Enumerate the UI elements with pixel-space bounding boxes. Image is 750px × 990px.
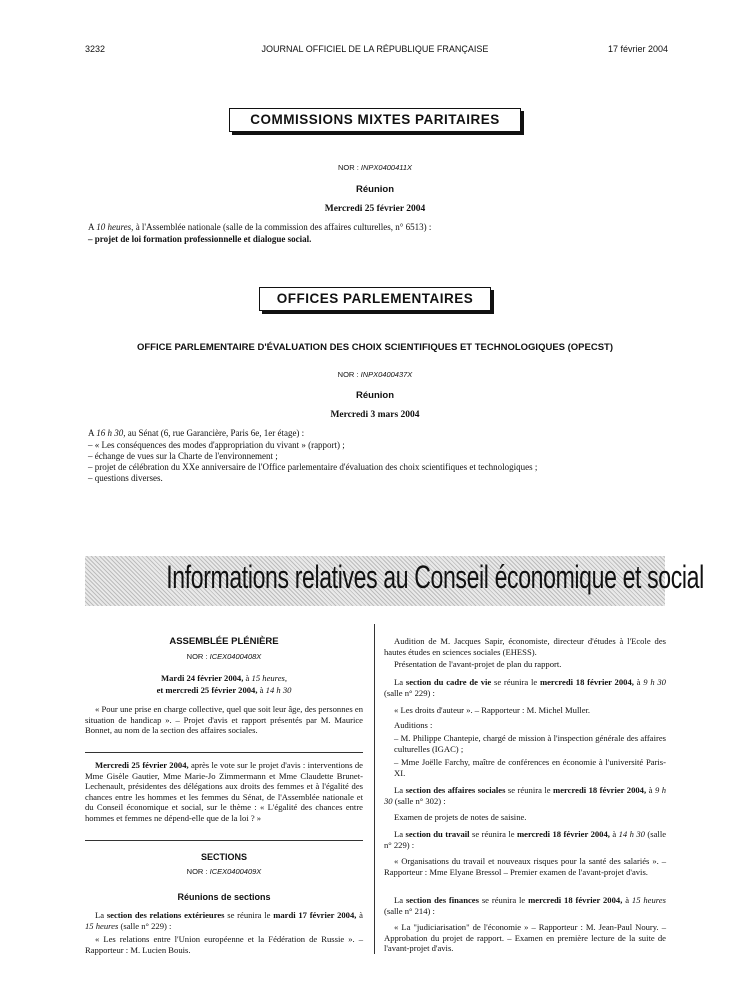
rule-2 bbox=[85, 840, 363, 841]
cmp-reunion: Réunion bbox=[356, 184, 394, 195]
notes-saisine: Examen de projets de notes de saisine. bbox=[394, 812, 527, 822]
header-date: 17 février 2004 bbox=[607, 44, 668, 54]
op-date: Mercredi 3 mars 2004 bbox=[330, 410, 420, 420]
assemblee-date-1: Mardi 24 février 2004, à 15 heures, bbox=[160, 673, 288, 683]
reunions-sections-title: Réunions de sections bbox=[177, 892, 271, 902]
cmp-line1: A 10 heures, à l'Assemblée nationale (salle de la commission des affaires culturelles, n° 6513) : bbox=[88, 222, 432, 232]
cmp-section-title: COMMISSIONS MIXTES PARITAIRES bbox=[229, 108, 521, 132]
auditions-label: Auditions : bbox=[394, 720, 433, 730]
rule-1 bbox=[85, 752, 363, 753]
audition-farchy: – Mme Joëlle Farchy, maître de conférences en économie à l'université Paris-XI. bbox=[394, 757, 666, 778]
column-divider bbox=[374, 624, 375, 954]
op-line1: A 16 h 30, au Sénat (6, rue Garancière, Paris 6e, 1er étage) : bbox=[88, 428, 305, 438]
assemblee-pleniere-title: ASSEMBLÉE PLÉNIÈRE bbox=[169, 636, 279, 647]
journal-title: JOURNAL OFFICIEL DE LA RÉPUBLIQUE FRANÇAISE bbox=[261, 44, 489, 54]
assemblee-paragraph: « Pour une prise en charge collective, quel que soit leur âge, des personnes en situation de handicap ». – Projet d'avis et rapport présentés par M. Maurice Bonnet, au nom de la section des affaires sociales. bbox=[85, 704, 363, 736]
sections-title: SECTIONS bbox=[200, 852, 247, 862]
droits-auteur: « Les droits d'auteur ». – Rapporteur : M. Michel Muller. bbox=[394, 705, 591, 715]
audition-chantepie: – M. Philippe Chantepie, chargé de mission à l'inspection générale des affaires culturelles (IGAC) ; bbox=[394, 733, 666, 754]
affaires-sociales: La section des affaires sociales se réunira le mercredi 18 février 2004, à 9 h 30 (salle n° 302) : bbox=[384, 785, 667, 806]
cadre-de-vie: La section du cadre de vie se réunira le mercredi 18 février 2004, à 9 h 30 (salle n° 229) : bbox=[384, 677, 666, 698]
assemblee-nor: NOR : ICEX0400408X bbox=[186, 652, 262, 661]
cmp-line2: – projet de loi formation professionnelle et dialogue social. bbox=[88, 234, 312, 244]
banner-title: Informations relatives au Conseil économique et social bbox=[166, 559, 704, 595]
op-item-2: – échange de vues sur la Charte de l'environnement ; bbox=[88, 451, 278, 461]
organisations-travail: « Organisations du travail et nouveaux risques pour la santé des salariés ». – Rapporteur : Mme Elyane Bressol – Premier examen de l'avant-projet d'avis. bbox=[384, 856, 666, 877]
relations-exterieures-detail: « Les relations entre l'Union européenne et la Fédération de Russie ». – Rapporteur : M. Lucien Bouis. bbox=[85, 934, 363, 955]
op-item-1: – « Les conséquences des modes d'appropriation du vivant » (rapport) ; bbox=[88, 440, 345, 450]
op-reunion: Réunion bbox=[356, 390, 394, 401]
relations-exterieures: La section des relations extérieures se réunira le mardi 17 février 2004, à 15 heures (salle n° 229) : bbox=[85, 910, 363, 931]
presentation-plan: Présentation de l'avant-projet de plan du rapport. bbox=[394, 659, 562, 669]
op-office-name: OFFICE PARLEMENTAIRE D'ÉVALUATION DES CHOIX SCIENTIFIQUES ET TECHNOLOGIQUES (OPECST) bbox=[136, 342, 614, 353]
page-number: 3232 bbox=[85, 44, 106, 54]
audition-sapir: Audition de M. Jacques Sapir, économiste, directeur d'études à l'Ecole des hautes études en sciences sociales (EHESS). bbox=[384, 636, 666, 657]
op-section-title: OFFICES PARLEMENTAIRES bbox=[259, 287, 491, 311]
sections-nor: NOR : ICEX0400409X bbox=[186, 867, 262, 876]
cmp-date: Mercredi 25 février 2004 bbox=[324, 204, 426, 214]
op-item-3: – projet de célébration du XXe anniversaire de l'Office parlementaire d'évaluation des choix scientifiques et technologiques ; bbox=[88, 462, 538, 472]
judiciarisation: « La "judiciarisation" de l'économie » – Rapporteur : M. Jean-Paul Noury. – Approbation du projet de rapport. – Examen en première lecture de la suite de l'avant-projet d'avis. bbox=[384, 922, 666, 954]
assemblee-paragraph-2: Mercredi 25 février 2004, après le vote sur le projet d'avis : interventions de Mme Gisèle Gautier, Mme Marie-Jo Zimmermann et Mme Claudette Brunet-Lechenault, présidentes des délégations aux droits des femmes et à l'égalité des chances entre les hommes et les femmes du Sénat, de l'Assemblée nationale et du Conseil économique et social, sur le thème : « L'égalité des chances entre hommes et femmes ne dépend-elle que de la loi ? » bbox=[85, 760, 363, 823]
assemblee-date-2: et mercredi 25 février 2004, à 14 h 30 bbox=[156, 685, 292, 695]
section-finances: La section des finances se réunira le mercredi 18 février 2004, à 15 heures (salle n° 214) : bbox=[384, 895, 666, 916]
op-nor: NOR : INPX0400437X bbox=[337, 370, 413, 379]
op-item-4: – questions diverses. bbox=[88, 473, 163, 483]
section-travail: La section du travail se réunira le mercredi 18 février 2004, à 14 h 30 (salle n° 229) : bbox=[384, 829, 667, 850]
cmp-nor: NOR : INPX0400411X bbox=[337, 163, 413, 172]
